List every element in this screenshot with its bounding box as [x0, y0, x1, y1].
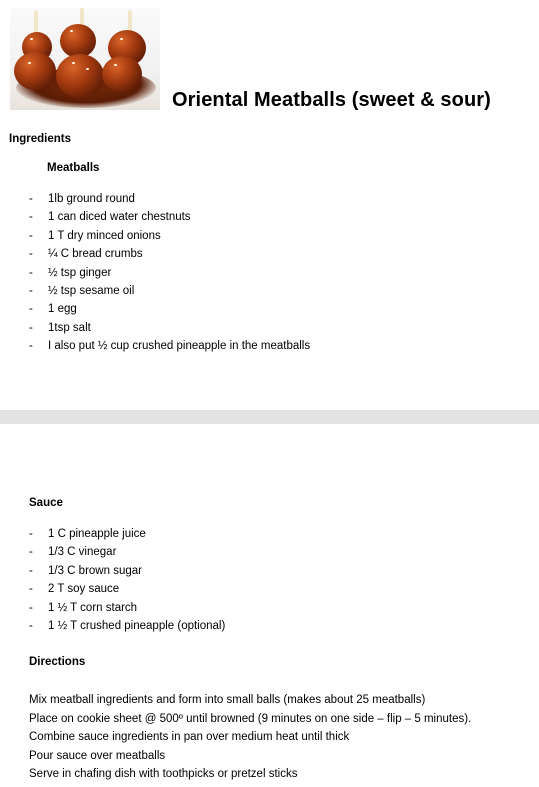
meatball	[102, 56, 142, 92]
list-item: - 1/3 C brown sugar	[29, 564, 142, 577]
list-item: - ½ tsp ginger	[29, 266, 112, 279]
list-item: - 1 ½ T corn starch	[29, 601, 138, 614]
recipe-title: Oriental Meatballs (sweet & sour)	[172, 89, 491, 111]
meatball	[60, 24, 96, 58]
list-item: - 1 C pineapple juice	[29, 528, 146, 540]
list-item: - 1 ½ T crushed pineapple (optional)	[29, 619, 226, 632]
direction-step: Combine sauce ingredients in pan over medium heat until thick	[29, 731, 350, 744]
list-item: - ¼ C bread crumbs	[29, 248, 143, 261]
list-item: - 1/3 C vinegar	[29, 546, 117, 559]
list-item: - 2 T soy sauce	[29, 583, 120, 596]
meatballs-heading: Meatballs	[47, 162, 100, 174]
list-item: - 1 can diced water chestnuts	[29, 211, 191, 224]
ingredients-heading: Ingredients	[9, 133, 71, 145]
list-item: - 1 T dry minced onions	[29, 229, 161, 242]
meatballs-photo	[10, 8, 160, 110]
list-item: - I also put ½ cup crushed pineapple in the meatballs	[29, 340, 311, 353]
meatball	[56, 54, 104, 98]
direction-step: Pour sauce over meatballs	[29, 749, 166, 762]
sauce-ingredient-list	[0, 525, 539, 635]
meatballs-ingredient-list	[0, 190, 539, 356]
page-2	[0, 424, 539, 787]
directions-list	[29, 691, 471, 784]
list-item: - ½ tsp sesame oil	[29, 284, 135, 297]
direction-step: Mix meatball ingredients and form into small balls (makes about 25 meatballs)	[29, 694, 426, 706]
directions-heading: Directions	[29, 656, 86, 668]
list-item: - 1tsp salt	[29, 321, 91, 334]
direction-step: Serve in chafing dish with toothpicks or pretzel sticks	[29, 768, 298, 781]
list-item: - 1 egg	[29, 303, 77, 316]
direction-step: Place on cookie sheet @ 500º until browned (9 minutes on one side – flip – 5 minutes).	[29, 712, 472, 725]
page-break	[0, 410, 539, 424]
meatball	[14, 52, 56, 90]
list-item: - 1lb ground round	[29, 193, 135, 205]
sauce-heading: Sauce	[29, 497, 63, 509]
